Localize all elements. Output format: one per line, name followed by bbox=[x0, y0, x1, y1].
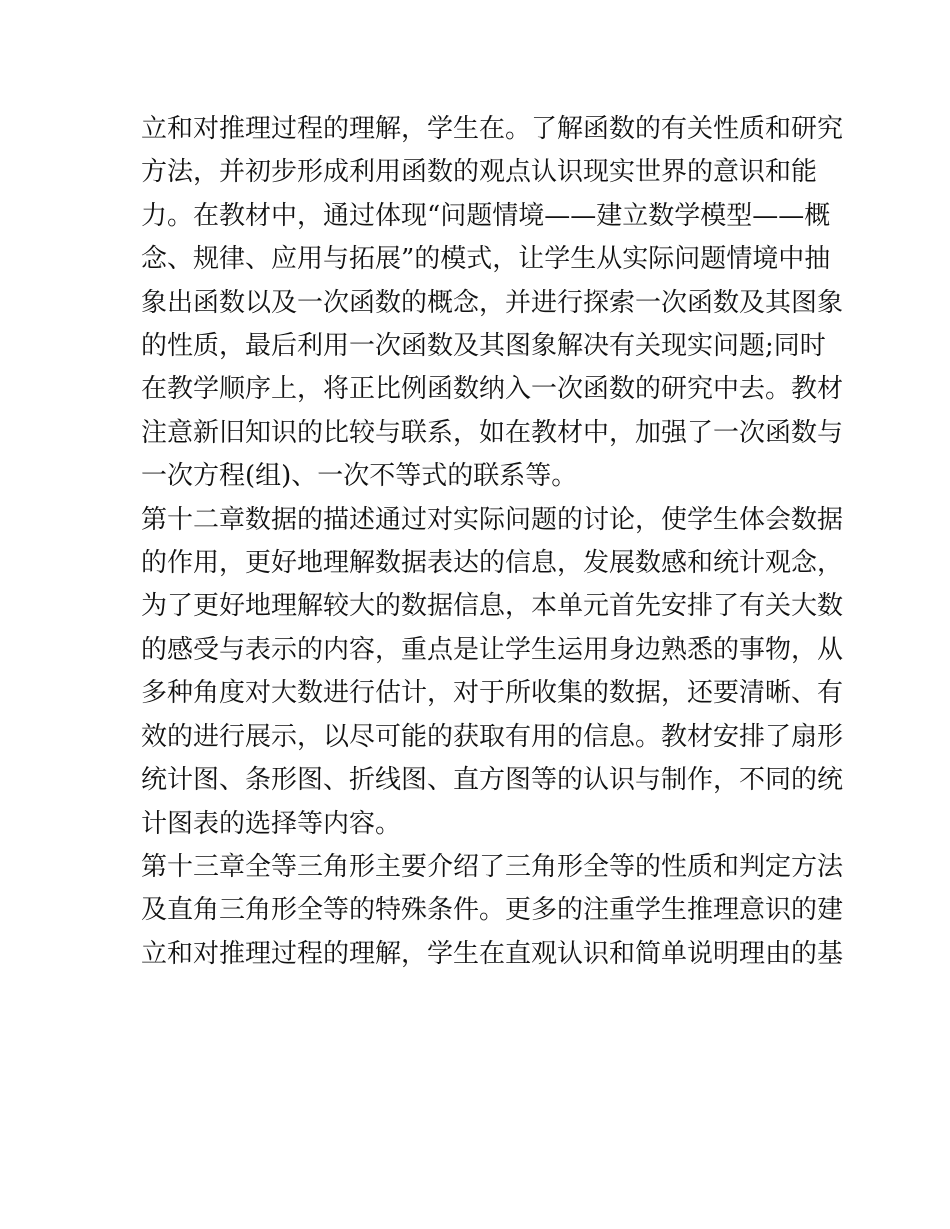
text-line: 第十二章数据的描述通过对实际问题的讨论，使学生体会数据 bbox=[141, 504, 844, 535]
text-line: 第十三章全等三角形主要介绍了三角形全等的性质和判定方法 bbox=[141, 851, 844, 882]
body-text bbox=[141, 108, 844, 976]
text-line: 力。在教材中，通过体现“问题情境——建立数学模型——概 bbox=[141, 200, 831, 231]
text-line: 立和对推理过程的理解，学生在直观认识和简单说明理由的基 bbox=[141, 938, 844, 969]
text-line: 的性质，最后利用一次函数及其图象解决有关现实问题;同时 bbox=[141, 331, 826, 362]
text-line: 的感受与表示的内容，重点是让学生运用身边熟悉的事物，从 bbox=[141, 634, 844, 665]
text-line: 一次方程(组)、一次不等式的联系等。 bbox=[141, 461, 578, 492]
text-line: 为了更好地理解较大的数据信息，本单元首先安排了有关大数 bbox=[141, 591, 844, 622]
text-line: 注意新旧知识的比较与联系，如在教材中，加强了一次函数与 bbox=[141, 417, 844, 448]
text-line: 的作用，更好地理解数据表达的信息，发展数感和统计观念， bbox=[141, 548, 844, 579]
text-line: 在教学顺序上，将正比例函数纳入一次函数的研究中去。教材 bbox=[141, 374, 844, 405]
text-line: 统计图、条形图、折线图、直方图等的认识与制作，不同的统 bbox=[141, 765, 844, 796]
text-line: 计图表的选择等内容。 bbox=[141, 808, 402, 839]
text-line: 多种角度对大数进行估计，对于所收集的数据，还要清晰、有 bbox=[141, 678, 844, 709]
text-line: 及直角三角形全等的特殊条件。更多的注重学生推理意识的建 bbox=[141, 895, 844, 926]
text-line: 效的进行展示，以尽可能的获取有用的信息。教材安排了扇形 bbox=[141, 721, 844, 752]
text-line: 方法，并初步形成利用函数的观点认识现实世界的意识和能 bbox=[141, 157, 818, 188]
text-line: 念、规律、应用与拓展”的模式，让学生从实际问题情境中抽 bbox=[141, 244, 831, 275]
text-line: 象出函数以及一次函数的概念，并进行探索一次函数及其图象 bbox=[141, 287, 844, 318]
text-line: 立和对推理过程的理解，学生在。了解函数的有关性质和研究 bbox=[141, 114, 844, 144]
